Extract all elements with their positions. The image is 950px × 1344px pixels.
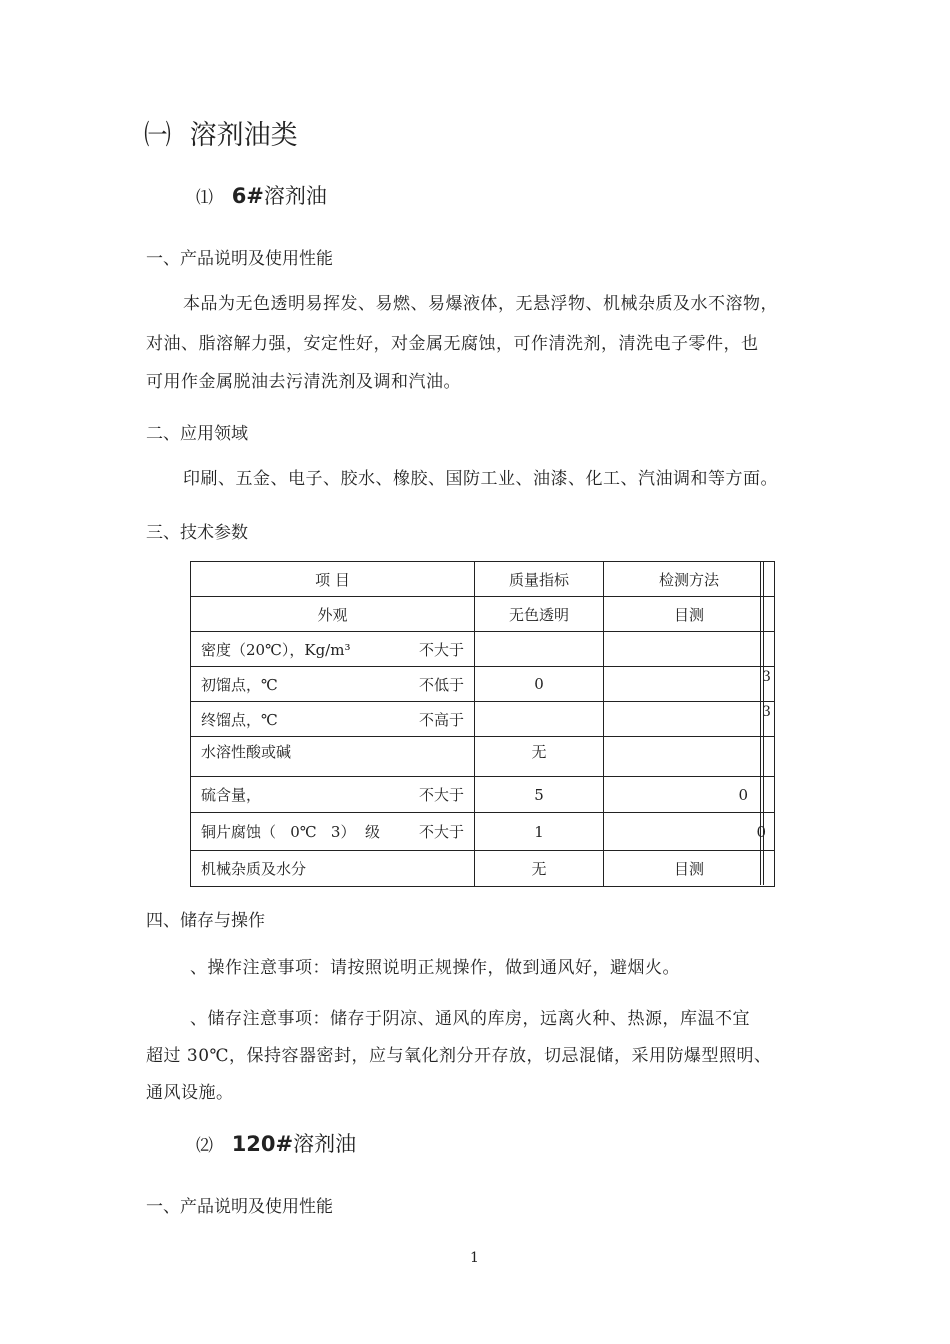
product-name: 溶剂油	[263, 184, 327, 208]
desc-line-2: 对油、脂溶解力强，安定性好，对金属无腐蚀，可作清洗剂，清洗电子零件，也	[146, 334, 759, 354]
row-item: 水溶性酸或碱	[191, 737, 475, 777]
storage-line-3: 通风设施。	[146, 1083, 234, 1103]
row-method: 目测	[604, 851, 775, 887]
section-heading	[144, 113, 298, 152]
desc-line-3: 可用作金属脱油去污清洗剂及调和汽油。	[146, 372, 461, 392]
row-method	[604, 632, 775, 667]
section-title-2: 二、应用领域	[146, 424, 248, 444]
section-title-next: 一、产品说明及使用性能	[146, 1197, 333, 1217]
operation-note: 、操作注意事项：请按照说明正规操作，做到通风好，避烟火。	[190, 958, 680, 978]
product-heading-1	[196, 180, 327, 210]
page-number: 1	[470, 1250, 479, 1266]
section-title-1: 一、产品说明及使用性能	[146, 249, 333, 269]
table-row	[191, 813, 775, 851]
header-item: 项 目	[191, 562, 475, 597]
row-value: 5	[475, 777, 604, 813]
row-value: 无色透明	[475, 597, 604, 632]
storage-line-1: 、储存注意事项：储存于阴凉、通风的库房，远离火种、热源，库温不宜	[190, 1009, 750, 1029]
table-double-border	[760, 561, 764, 885]
row-method	[604, 737, 775, 777]
row-value: 无	[475, 851, 604, 887]
stray-mark: 3	[762, 704, 771, 720]
desc-line-1: 本品为无色透明易挥发、易燃、易爆液体，无悬浮物、机械杂质及水不溶物，	[183, 294, 778, 314]
table-row	[191, 851, 775, 887]
row-method: 0	[604, 777, 775, 813]
row-cond: 不低于	[418, 675, 464, 694]
table-row	[191, 667, 775, 702]
row-value: 1	[475, 813, 604, 851]
heading-marker: ㈠	[144, 120, 171, 151]
table-row	[191, 737, 775, 777]
row-method: 0	[604, 813, 775, 851]
row-cond: 不大于	[418, 823, 464, 841]
table-header-row	[191, 562, 775, 597]
row-value	[475, 702, 604, 737]
row-cond: 不高于	[418, 710, 464, 729]
header-spec: 质量指标	[475, 562, 604, 597]
header-method: 检测方法	[604, 562, 775, 597]
row-item: 密度（20℃），Kg/m³	[201, 640, 351, 659]
row-value	[475, 632, 604, 667]
stray-mark: 3	[762, 669, 771, 685]
row-item: 硫含量，	[201, 786, 262, 804]
parameter-table	[190, 561, 775, 887]
product-name: 溶剂油	[293, 1132, 357, 1156]
product-code: 6#	[231, 184, 264, 208]
heading-title: 溶剂油类	[189, 120, 298, 151]
table-row	[191, 702, 775, 737]
product-code: 120#	[231, 1132, 294, 1156]
row-item: 外观	[191, 597, 475, 632]
product-heading-2	[196, 1128, 356, 1158]
row-method	[604, 702, 775, 737]
row-cond: 不大于	[418, 640, 464, 659]
row-item: 初馏点，℃	[201, 675, 278, 694]
product-number: ⑴	[196, 188, 213, 208]
row-item: 终馏点，℃	[201, 710, 278, 729]
row-item: 机械杂质及水分	[191, 851, 475, 887]
row-item: 铜片腐蚀（ 0℃ 3） 级	[201, 823, 381, 841]
table-row	[191, 597, 775, 632]
section-title-4: 四、储存与操作	[146, 911, 265, 931]
row-cond: 不大于	[418, 786, 464, 804]
section-title-3: 三、技术参数	[146, 523, 248, 543]
application-text: 印刷、五金、电子、胶水、橡胶、国防工业、油漆、化工、汽油调和等方面。	[183, 469, 778, 489]
row-value: 无	[475, 737, 604, 777]
row-method	[604, 667, 775, 702]
product-number: ⑵	[196, 1136, 213, 1156]
row-method: 目测	[604, 597, 775, 632]
row-value: 0	[475, 667, 604, 702]
table-row	[191, 632, 775, 667]
table-row	[191, 777, 775, 813]
storage-line-2: 超过 30℃，保持容器密封，应与氧化剂分开存放，切忌混储，采用防爆型照明、	[146, 1046, 772, 1066]
